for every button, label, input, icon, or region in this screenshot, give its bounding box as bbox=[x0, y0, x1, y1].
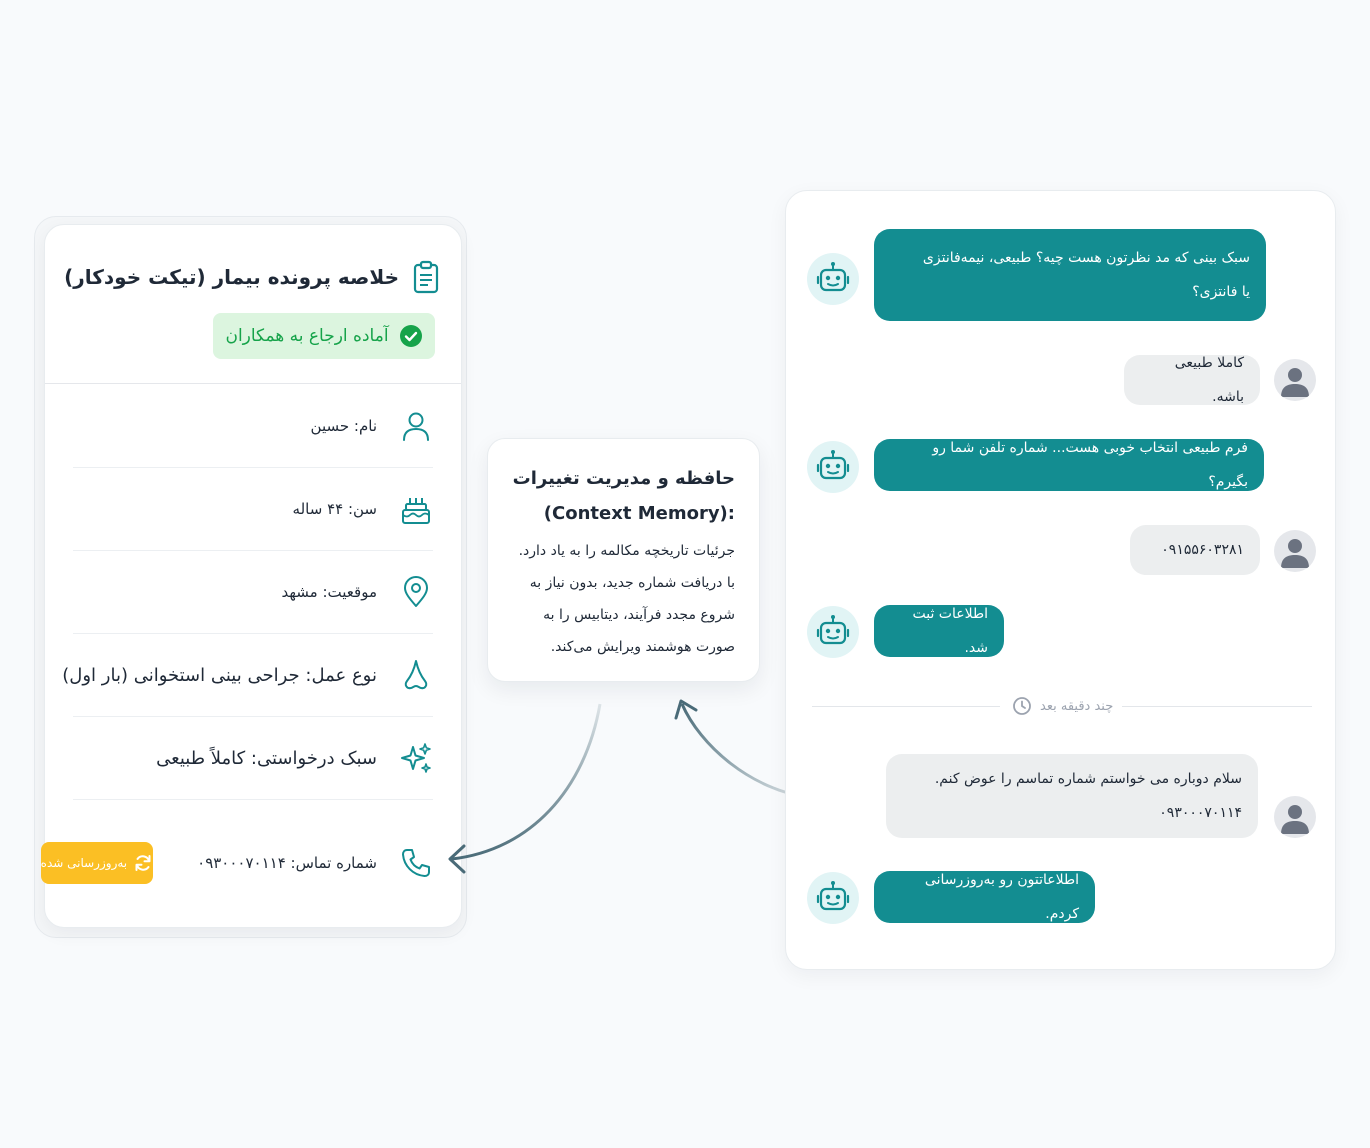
bot-message bbox=[874, 229, 1266, 321]
robot-icon bbox=[815, 449, 851, 485]
field-name-text: نام: حسین bbox=[310, 417, 377, 435]
user-icon bbox=[399, 409, 433, 443]
referral-status-badge bbox=[213, 313, 435, 359]
field-age-text: سن: ۴۴ ساله bbox=[292, 500, 377, 518]
message-line: سلام دوباره می خواستم شماره تماسم را عوض کنم. bbox=[934, 771, 1242, 787]
message-line: یا فانتزی؟ bbox=[1192, 284, 1250, 300]
check-circle-icon bbox=[399, 324, 423, 348]
bot-avatar bbox=[807, 253, 859, 305]
user-silhouette-icon bbox=[1274, 796, 1316, 838]
updated-badge bbox=[41, 842, 153, 884]
user-message bbox=[1124, 355, 1260, 405]
clock-icon bbox=[1012, 696, 1032, 716]
message-line: سبک بینی که مد نظرتون هست چیه؟ طبیعی، نیمه‌فانتزی bbox=[922, 250, 1250, 266]
message-line: فرم طبیعی انتخاب خوبی هست... شماره تلفن شما رو بگیرم؟ bbox=[932, 440, 1248, 490]
birthday-cake-icon bbox=[399, 492, 433, 526]
memory-body-line: شروع مجدد فرآیند، دیتابیس را به bbox=[543, 607, 735, 623]
summary-divider bbox=[45, 383, 461, 384]
time-divider bbox=[1012, 696, 1113, 716]
refresh-icon bbox=[133, 853, 153, 873]
arrow-to-memory-head bbox=[676, 701, 696, 718]
user-avatar bbox=[1274, 359, 1316, 401]
user-silhouette-icon bbox=[1274, 530, 1316, 572]
memory-description bbox=[506, 535, 735, 663]
summary-header bbox=[65, 257, 441, 297]
user-avatar bbox=[1274, 796, 1316, 838]
referral-status-text: آماده ارجاع به همکاران bbox=[225, 326, 389, 346]
field-phone-text: شماره تماس: ۰۹۳۰۰۰۷۰۱۱۴ bbox=[197, 854, 377, 872]
summary-title: خلاصه پرونده بیمار (تیکت خودکار) bbox=[64, 265, 399, 289]
robot-icon bbox=[815, 261, 851, 297]
user-message bbox=[886, 754, 1258, 838]
field-row-name bbox=[73, 385, 433, 468]
bot-avatar bbox=[807, 872, 859, 924]
clipboard-icon bbox=[411, 260, 441, 294]
bot-avatar bbox=[807, 441, 859, 493]
user-avatar bbox=[1274, 530, 1316, 572]
message-line: ۰۹۳۰۰۰۷۰۱۱۴ bbox=[1159, 805, 1242, 821]
user-silhouette-icon bbox=[1274, 359, 1316, 401]
field-row-location bbox=[73, 551, 433, 634]
memory-title-english: (Context Memory): bbox=[543, 503, 735, 524]
message-line: کاملا طبیعی باشه. bbox=[1174, 355, 1244, 405]
location-pin-icon bbox=[399, 575, 433, 609]
field-row-phone bbox=[40, 821, 433, 905]
message-line: اطلاعات ثبت شد. bbox=[912, 606, 988, 656]
bot-avatar bbox=[807, 606, 859, 658]
bot-message bbox=[874, 439, 1264, 491]
patient-summary-card bbox=[40, 224, 462, 928]
robot-icon bbox=[815, 880, 851, 916]
bot-message bbox=[874, 605, 1004, 657]
user-message bbox=[1130, 525, 1260, 575]
nose-icon bbox=[399, 658, 433, 692]
message-line: اطلاعاتتون رو به‌روزرسانی کردم. bbox=[924, 872, 1079, 922]
time-divider-text: چند دقیقه بعد bbox=[1040, 698, 1114, 714]
memory-body-line: جرئیات تاریخچه مکالمه را به یاد دارد. bbox=[518, 543, 735, 559]
time-divider-line bbox=[1122, 706, 1312, 707]
robot-icon bbox=[815, 614, 851, 650]
sparkles-icon bbox=[399, 741, 433, 775]
context-memory-card bbox=[487, 438, 760, 682]
arrow-to-summary bbox=[452, 704, 600, 859]
field-style-text: سبک درخواستی: کاملاً طبیعی bbox=[156, 747, 377, 769]
updated-badge-text: به‌روزرسانی شده bbox=[40, 856, 128, 870]
bot-message bbox=[874, 871, 1095, 923]
field-row-procedure bbox=[62, 634, 433, 717]
memory-body-line: صورت هوشمند ویرایش می‌کند. bbox=[550, 639, 735, 655]
memory-body-line: با دریافت شماره جدید، بدون نیاز به bbox=[529, 575, 735, 591]
time-divider-line bbox=[812, 706, 1000, 707]
memory-title: حافظه و مدیریت تغییرات bbox=[512, 468, 735, 489]
phone-icon bbox=[399, 846, 433, 880]
field-row-age bbox=[73, 468, 433, 551]
message-line: ۰۹۱۵۵۶۰۳۲۸۱ bbox=[1161, 542, 1244, 558]
field-row-style bbox=[73, 717, 433, 800]
field-location-text: موقعیت: مشهد bbox=[281, 583, 377, 601]
field-procedure-text: نوع عمل: جراحی بینی استخوانی (بار اول) bbox=[62, 664, 377, 686]
